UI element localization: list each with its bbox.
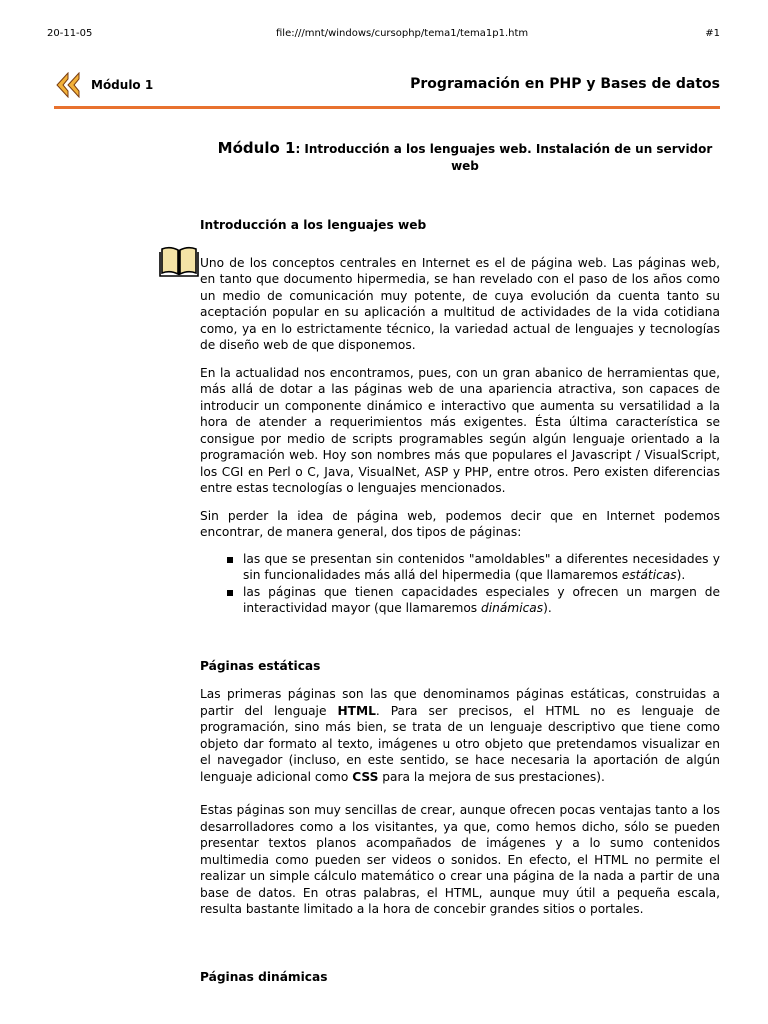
course-title: Programación en PHP y Bases de datos	[410, 76, 720, 92]
module-banner	[54, 70, 720, 109]
section-title-static: Páginas estáticas	[200, 658, 321, 673]
module-heading-prefix: Módulo 1	[217, 139, 296, 157]
print-url: file:///mnt/windows/cursophp/tema1/tema1p1.htm	[276, 28, 529, 39]
static-paragraph-2: Estas páginas son muy sencillas de crear, aunque ofrecen pocas ventajas tanto a los desarrolladores como a los visitantes, ya que, como hemos dicho, sólo se pueden presentar textos planos acompañados de imágenes y a lo sumo contenidos multimedia como pueden ser videos o sonidos. En efecto, el HTML no permite el realizar un simple cálculo matemático o crear una página de la nada a partir de una base de datos. En otras palabras, el HTML, aunque muy útil a pequeña escala, resulta bastante limitado a la hora de concebir grandes sitios o portales.	[200, 803, 720, 916]
module-heading-rest: : Introducción a los lenguajes web. Instalación de un servidor web	[295, 142, 713, 173]
list-item: las que se presentan sin contenidos "amoldables" a diferentes necesidades y sin funcionalidades más allá del hipermedia (que llamaremos estáticas).	[243, 551, 720, 582]
section-title-intro: Introducción a los lenguajes web	[200, 218, 427, 232]
module-heading	[210, 140, 720, 174]
main-content	[200, 140, 720, 985]
intro-paragraph-1: Uno de los conceptos centrales en Internet es el de página web. Las páginas web, en tanto que documento hipermedia, se han revelado con el paso de los años como un medio de comunicación muy potente, de cuya evolución da cuenta tanto su aceptación popular en su aplicación a multitud de actividades de la vida cotidiana como, ya en lo estrictamente técnico, la variedad actual de lenguajes y tecnologías de diseño web de que disponemos.	[200, 255, 720, 352]
section-title-dynamic: Páginas dinámicas	[200, 969, 328, 984]
static-paragraph-1: Las primeras páginas son las que denominamos páginas estáticas, construidas a partir del lenguaje HTML. Para ser precisos, el HTML no es lenguaje de programación, sino más bien, se trata de un lenguaje descriptivo que tiene como objeto dar formato al texto, imágenes u otro objeto que pretendamos visualizar en el navegador (incluso, en este sentido, se hace necesaria la aportación de algún lenguaje adicional como CSS para la mejora de sus prestaciones).	[200, 687, 720, 784]
module-label: Módulo 1	[91, 78, 154, 92]
open-book-icon	[159, 243, 199, 277]
intro-paragraph-3: Sin perder la idea de página web, podemos decir que en Internet podemos encontrar, de manera general, dos tipos de páginas:	[200, 508, 720, 539]
double-left-arrow-icon[interactable]	[56, 72, 80, 98]
print-date: 20-11-05	[47, 28, 93, 39]
list-item: las páginas que tienen capacidades especiales y ofrecen un margen de interactividad mayor (que llamaremos dinámicas).	[243, 584, 720, 615]
page-types-list	[200, 551, 720, 617]
intro-paragraph-2: En la actualidad nos encontramos, pues, con un gran abanico de herramientas que, más allá de dotar a las páginas web de una apariencia atractiva, son capaces de introducir un componente dinámico e interactivo que aumenta su versatilidad a la hora de atender a requerimientos más exigentes. Ésta última característica se consigue por medio de scripts programables según algún lenguaje orientado a la programación web. Hoy son nombres más que populares el Javascript / VisualScript, los CGI en Perl o C, Java, VisualNet, ASP y PHP, entre otros. Pero existen diferencias entre estas tecnologías o lenguajes mencionados.	[200, 365, 720, 495]
print-page-number: #1	[705, 28, 720, 39]
